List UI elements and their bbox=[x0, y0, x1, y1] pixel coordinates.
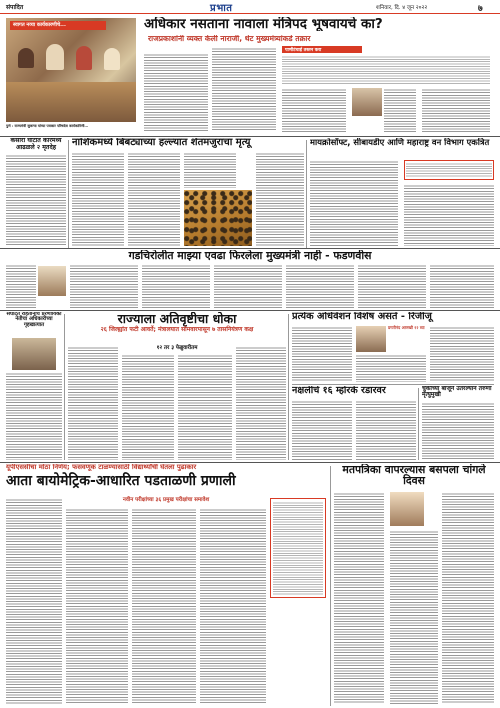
left-column-headline: संघटित रोहतानाचे प्रेरणायिका नेतीचा अधिकारीच्या गृहखात्यात bbox=[6, 312, 62, 328]
masthead bbox=[0, 0, 500, 14]
photo-banner: स्वागत नव्या कार्यकारणीचे... bbox=[10, 21, 106, 30]
biometric-story bbox=[6, 464, 326, 704]
biometric-kicker: यूपीएससीचा मोठा निर्णय; फसवणूक टाळण्यासाठी विद्यार्थ्यांची घेतला पुढाकार bbox=[6, 464, 197, 471]
rain-story bbox=[68, 312, 286, 460]
biometric-sub: नवीन परीक्षांच्या ३६ प्रमुख परीक्षांचा समावेश bbox=[122, 497, 210, 503]
gadchiroli-headline: गडचिरोलीत माझ्या एवढा फिरलेला मुख्यमंत्री नाही - फडणवीस bbox=[128, 250, 372, 262]
kasara-headline: कसारा घाटात कारमध्ये आढळले २ मृतदेह bbox=[10, 138, 62, 151]
biometric-headline: आता बायोमेट्रिक-आधारित पडताळणी प्रणाली bbox=[6, 473, 236, 490]
microsoft-story bbox=[310, 138, 494, 246]
rijiju-headline: प्रत्येक अधिवेशन विशेष असते - रिजीजू bbox=[292, 312, 432, 322]
naxal-story bbox=[292, 386, 416, 460]
rain-headline: राज्याला अतिवृष्टीचा धोका bbox=[117, 312, 237, 326]
left-column-story bbox=[6, 312, 62, 460]
wrong-side-headline: चुकीच्या बाजूने उतरल्याने तरुणा मृत्युमुखी bbox=[422, 386, 492, 399]
biometric-sidebar bbox=[270, 498, 326, 598]
rijiju-byline: प्रगतीनंद आणखी १२ व्या bbox=[388, 325, 425, 330]
nashik-story bbox=[72, 138, 304, 246]
nashik-headline: नाशिकमध्ये बिबट्याच्या हल्ल्यात शेतमजुराचा मृत्यू bbox=[72, 138, 251, 148]
mayawati-photo bbox=[390, 492, 424, 526]
microsoft-headline: मायक्रोसॉफ्ट, सीबायडीए आणि महाराष्ट्र वन विभाग एकत्रित bbox=[310, 138, 490, 147]
lead-col-1 bbox=[144, 47, 208, 132]
photo-caption: पुणे : राज्यमंत्री सुकन्या यांच्या पत्रकार परिषदेस कार्यकारिणी... bbox=[6, 124, 89, 128]
lead-photo bbox=[6, 18, 136, 122]
page-number: ७ bbox=[478, 4, 483, 14]
minister-photo bbox=[352, 88, 382, 116]
brand-logo: प्रभात bbox=[210, 3, 233, 14]
section-label: संपादित bbox=[6, 4, 24, 11]
lead-subhead: राजप्रकाशांनी व्यक्त केली नाराजी, थेट मुख्यमंत्र्यांकडे तक्रार bbox=[148, 35, 311, 43]
ballot-headline: मतपत्रिका वापरल्यास बसपला चांगले दिवस bbox=[342, 464, 486, 488]
fadnavis-photo bbox=[38, 266, 66, 296]
lead-col-2 bbox=[212, 47, 276, 132]
lead-headline: अधिकार नसताना नावाला मंत्रिपद भूषवायचे का? bbox=[144, 17, 383, 32]
kasara-story bbox=[6, 138, 66, 246]
rijiju-story bbox=[292, 312, 494, 382]
gadchiroli-story bbox=[6, 250, 494, 308]
leopard-photo bbox=[184, 190, 252, 246]
issue-date: शनिवार, दि. ४ जून २०२२ bbox=[376, 5, 428, 11]
rain-box-title: १२ तर ३ फेब्रुवारीतम bbox=[156, 345, 198, 351]
wrong-side-story bbox=[422, 386, 494, 460]
naxal-headline: नक्षलींचे १६ म्होरके रडारवर bbox=[292, 386, 386, 396]
left-column-photo bbox=[12, 338, 56, 370]
rain-subhead: २६ जिल्ह्यांत फटी आवर्ते; मंत्रालयात सोमवारपासून ७ तासनियंत्रण कक्ष bbox=[100, 326, 254, 334]
sidebar-title: पाणीटंचाई तस्तन करा bbox=[282, 46, 362, 53]
rijiju-photo bbox=[356, 326, 386, 352]
lead-sidebar bbox=[282, 46, 490, 132]
ballot-story bbox=[334, 464, 494, 704]
